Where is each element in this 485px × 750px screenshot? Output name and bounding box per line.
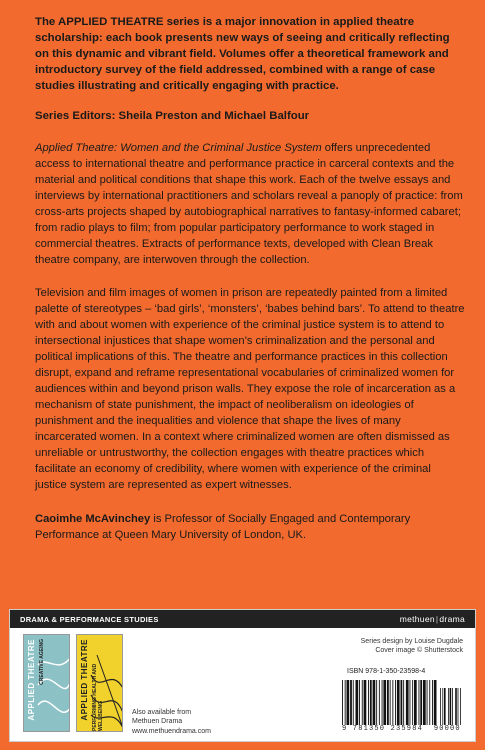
isbn-barcode (340, 680, 465, 725)
description-paragraph-2: Television and film images of women in prison are repeatedly painted from a limited palette of stereotypes – ‘bad girls’, ‘monsters’, ‘babes behind bars’. To attend to theatre with and about women with experience of the criminal justice system is to attend to intersectional injustices that shape women’s criminalization and the personal and political implications of this. The theatre and performance practices in this collection disrupt, expand and reframe representational vocabularies of criminalized women for audiences within and beyond prison walls. They expose the role of incarceration as a mechanism of state punishment, the impact of neoliberalism on ideologies of punishment and the inequalities and violence that shape the lives of many incarcerated women. In a context where criminalized women are often dismissed as unreliable or untrustworthy, the collection engages with theatre practices which facilitate an economy of credibility, where women with experience of the criminal justice system are represented as expert witnesses. (35, 287, 465, 491)
book-title: Applied Theatre: Women and the Criminal Justice System (35, 142, 322, 154)
footer-bar (10, 610, 475, 628)
series-design-credit: Series design by Louise Dugdale (360, 638, 463, 645)
barcode-number (342, 725, 466, 733)
description-paragraph-1-text: offers unprecedented access to international theatre and performance practice in carceral contexts and the material and political conditions that shape this work. Each of the twelve essays and interviews by international practitioners and scholars reveal a panoply of practice: from cross-arts projects shaped by autobiographical narratives to fantasy-informed cabaret; from radio plays to film; from popular participatory performance to work staged in commercial theatres. Extracts of performance texts, developed with Clean Break theatre company, are interwoven through the collection. (35, 142, 463, 266)
publisher-website: www.methuendrama.com (132, 728, 211, 735)
series-intro: The APPLIED THEATRE series is a major innovation in applied theatre scholarship: each book presents new ways of seeing and critically reflecting on this dynamic and vibrant field. Volumes offer a theoretical framework and introductory survey of the field addressed, combined with a range of case studies illustrating and critically engaging with practice. (35, 16, 450, 92)
publisher-imprint: drama (439, 614, 465, 624)
book2-title: PERFORMING HEALTH AND WELLBEING (92, 663, 104, 731)
back-cover-text (35, 14, 465, 543)
author-bio (35, 511, 465, 543)
category-label: DRAMA & PERFORMANCE STUDIES (20, 615, 159, 624)
publisher-logo (400, 614, 465, 624)
also-available-line-2: Methuen Drama (132, 718, 183, 725)
publisher-separator: | (435, 614, 439, 624)
related-book-cover-2 (76, 634, 123, 732)
description-paragraph-1 (35, 140, 465, 268)
series-editors: Series Editors: Sheila Preston and Michael Balfour (35, 110, 310, 122)
author-bio-text: is Professor of Socially Engaged and Contemporary Performance at Queen Mary University of London, UK. (35, 513, 411, 541)
book2-spine-text: APPLIED THEATRE (80, 639, 89, 721)
footer-panel (9, 609, 476, 742)
design-credits (361, 637, 463, 655)
also-available-line-1: Also available from (132, 709, 192, 716)
book1-spine-text: APPLIED THEATRE (27, 639, 36, 721)
barcode-addon-number: 90000 (433, 725, 461, 733)
isbn: ISBN 978-1-350-23598-4 (347, 668, 426, 675)
barcode-main-number: 9 781350 235984 (342, 725, 424, 733)
book1-title: CREATIVE AGEING (39, 639, 45, 685)
cover-image-credit: Cover image © Shutterstock (375, 647, 463, 654)
also-available (132, 708, 191, 726)
related-book-cover-1 (23, 634, 70, 732)
author-name: Caoimhe McAvinchey (35, 513, 151, 525)
publisher-name: methuen (399, 614, 435, 624)
